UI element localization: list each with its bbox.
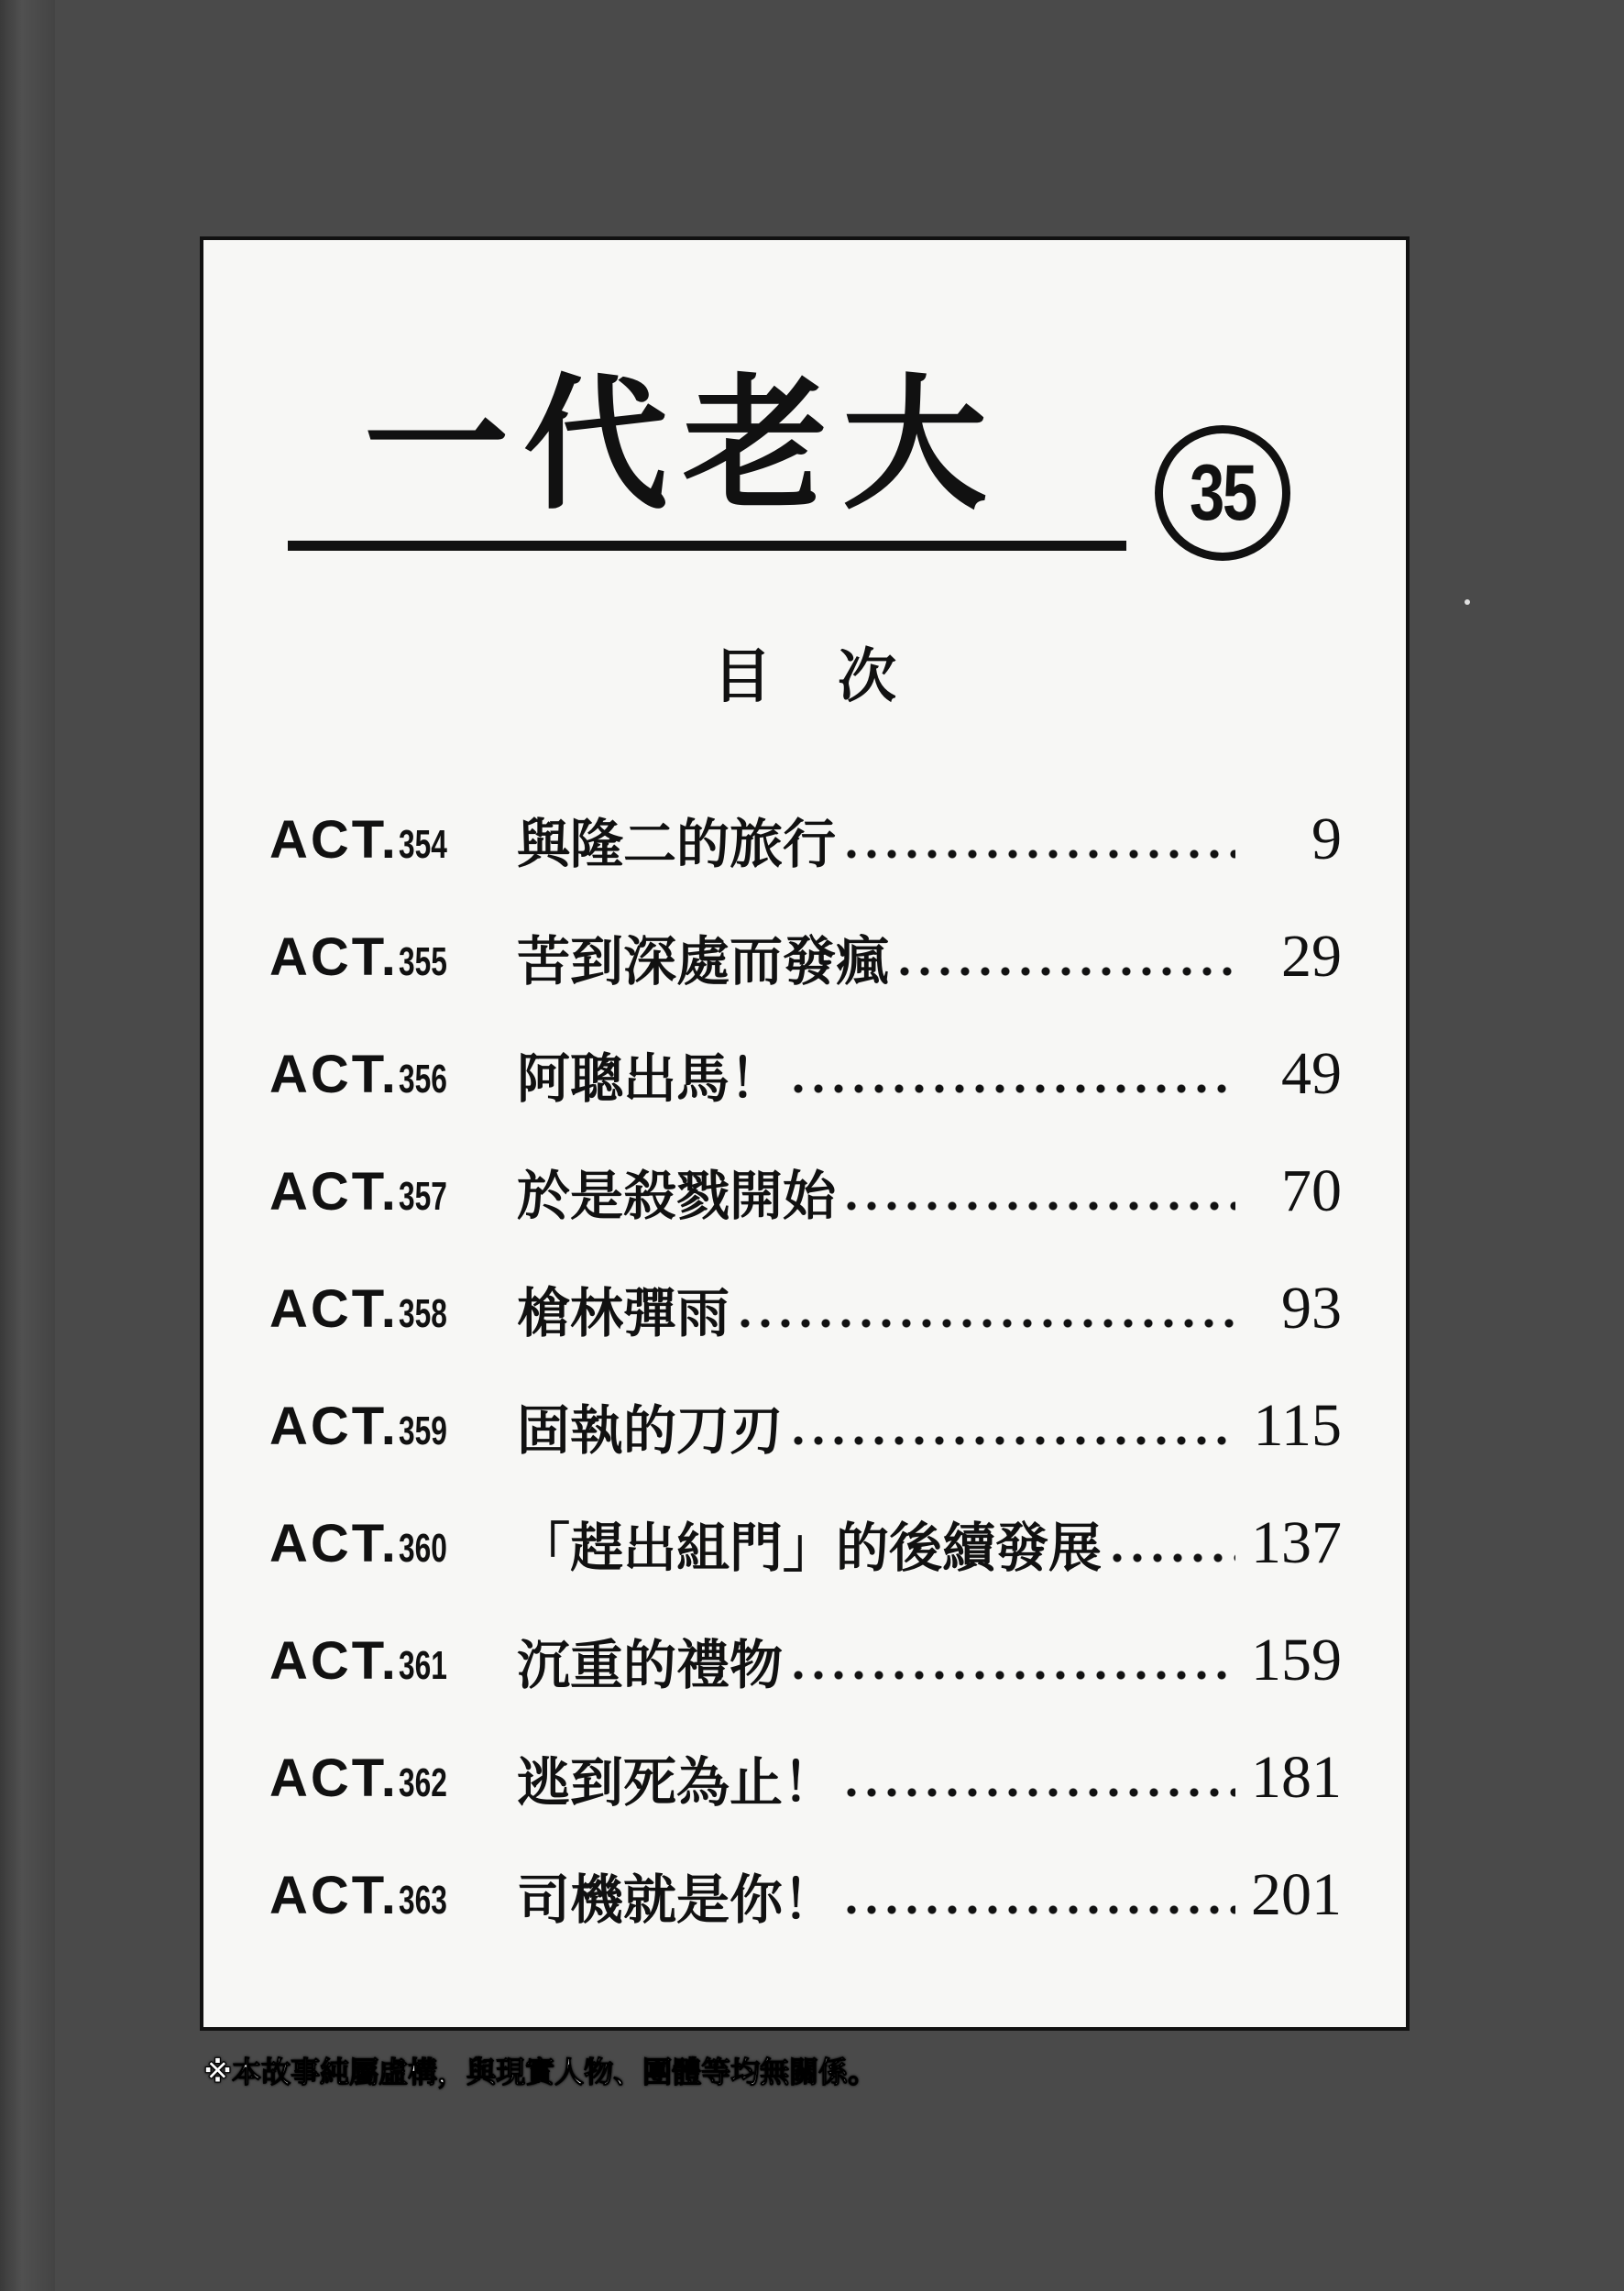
act-number: 357 xyxy=(398,1173,447,1219)
act-number: 354 xyxy=(398,821,447,867)
page-number: 70 xyxy=(1281,1157,1342,1224)
act-label: ACT.361 xyxy=(269,1630,447,1691)
toc-entry[interactable] xyxy=(269,1367,1342,1485)
toc-entry[interactable] xyxy=(269,1836,1342,1954)
volume-badge xyxy=(1155,425,1290,561)
act-number: 356 xyxy=(398,1056,447,1102)
toc-heading: 目次 xyxy=(713,643,962,711)
chapter-title: 司機就是你！ xyxy=(517,1857,1241,1934)
chapter-title: 槍林彈雨 xyxy=(517,1270,1241,1347)
volume-number: 35 xyxy=(1190,449,1256,537)
act-label: ACT.355 xyxy=(269,926,447,987)
chapter-title: 於是殺戮開始 xyxy=(517,1153,1241,1230)
page-number: 137 xyxy=(1251,1509,1342,1576)
page-number: 93 xyxy=(1281,1275,1342,1342)
act-label: ACT.359 xyxy=(269,1396,447,1456)
dot-leader xyxy=(841,1751,1235,1804)
act-number: 359 xyxy=(398,1408,447,1453)
toc-entry[interactable] xyxy=(269,1250,1342,1367)
contents-panel xyxy=(200,236,1410,2031)
page-edge-shadow xyxy=(0,0,55,2291)
page-number: 49 xyxy=(1281,1040,1342,1107)
dot-leader xyxy=(788,1399,1235,1452)
act-number: 355 xyxy=(398,938,447,984)
act-number: 361 xyxy=(398,1642,447,1688)
toc-entry[interactable] xyxy=(269,1133,1342,1250)
page-number: 9 xyxy=(1311,806,1342,872)
dot-leader xyxy=(788,1047,1235,1101)
toc-entry[interactable] xyxy=(269,781,1342,898)
book-title: 一代老大 xyxy=(364,361,1002,530)
toc-entry[interactable] xyxy=(269,1015,1342,1133)
page-number: 159 xyxy=(1251,1627,1342,1694)
chapter-title: 逃到死為止！ xyxy=(517,1739,1241,1816)
act-label: ACT.363 xyxy=(269,1865,447,1925)
toc-entry[interactable] xyxy=(269,898,1342,1015)
act-number: 358 xyxy=(398,1290,447,1336)
act-label: ACT.362 xyxy=(269,1748,447,1808)
page-number: 201 xyxy=(1251,1861,1342,1928)
act-number: 363 xyxy=(398,1877,447,1923)
paper-speck xyxy=(1465,599,1470,605)
act-number: 362 xyxy=(398,1759,447,1805)
act-label: ACT.360 xyxy=(269,1513,447,1573)
chapter-title: 與隆二的旅行 xyxy=(517,801,1241,878)
toc-entry[interactable] xyxy=(269,1485,1342,1602)
act-label: ACT.358 xyxy=(269,1278,447,1339)
title-underline xyxy=(288,541,1126,551)
chapter-title: 沉重的禮物 xyxy=(517,1622,1241,1699)
page-number: 115 xyxy=(1253,1392,1342,1459)
chapter-title: 阿聰出馬！ xyxy=(517,1036,1241,1113)
chapter-title: 「趕出組門」的後續發展 xyxy=(517,1505,1241,1582)
dot-leader xyxy=(841,813,1235,866)
toc-entry[interactable] xyxy=(269,1719,1342,1836)
dot-leader xyxy=(894,930,1235,983)
chapter-title: 苦到深處而發瘋 xyxy=(517,918,1241,995)
dot-leader xyxy=(1107,1517,1235,1570)
act-label: ACT.357 xyxy=(269,1161,447,1222)
dot-leader xyxy=(841,1869,1235,1922)
act-label: ACT.356 xyxy=(269,1044,447,1104)
act-label: ACT.354 xyxy=(269,809,447,870)
dot-leader xyxy=(841,1165,1235,1218)
dot-leader xyxy=(735,1282,1235,1335)
toc-list xyxy=(269,781,1342,1954)
chapter-title: 固執的刀刃 xyxy=(517,1387,1241,1464)
disclaimer-footnote: ※本故事純屬虛構，與現實人物、團體等均無關係。 xyxy=(203,2055,878,2089)
dot-leader xyxy=(788,1634,1235,1687)
page-number: 29 xyxy=(1281,923,1342,990)
act-number: 360 xyxy=(398,1525,447,1571)
page-number: 181 xyxy=(1251,1744,1342,1811)
toc-entry[interactable] xyxy=(269,1602,1342,1719)
